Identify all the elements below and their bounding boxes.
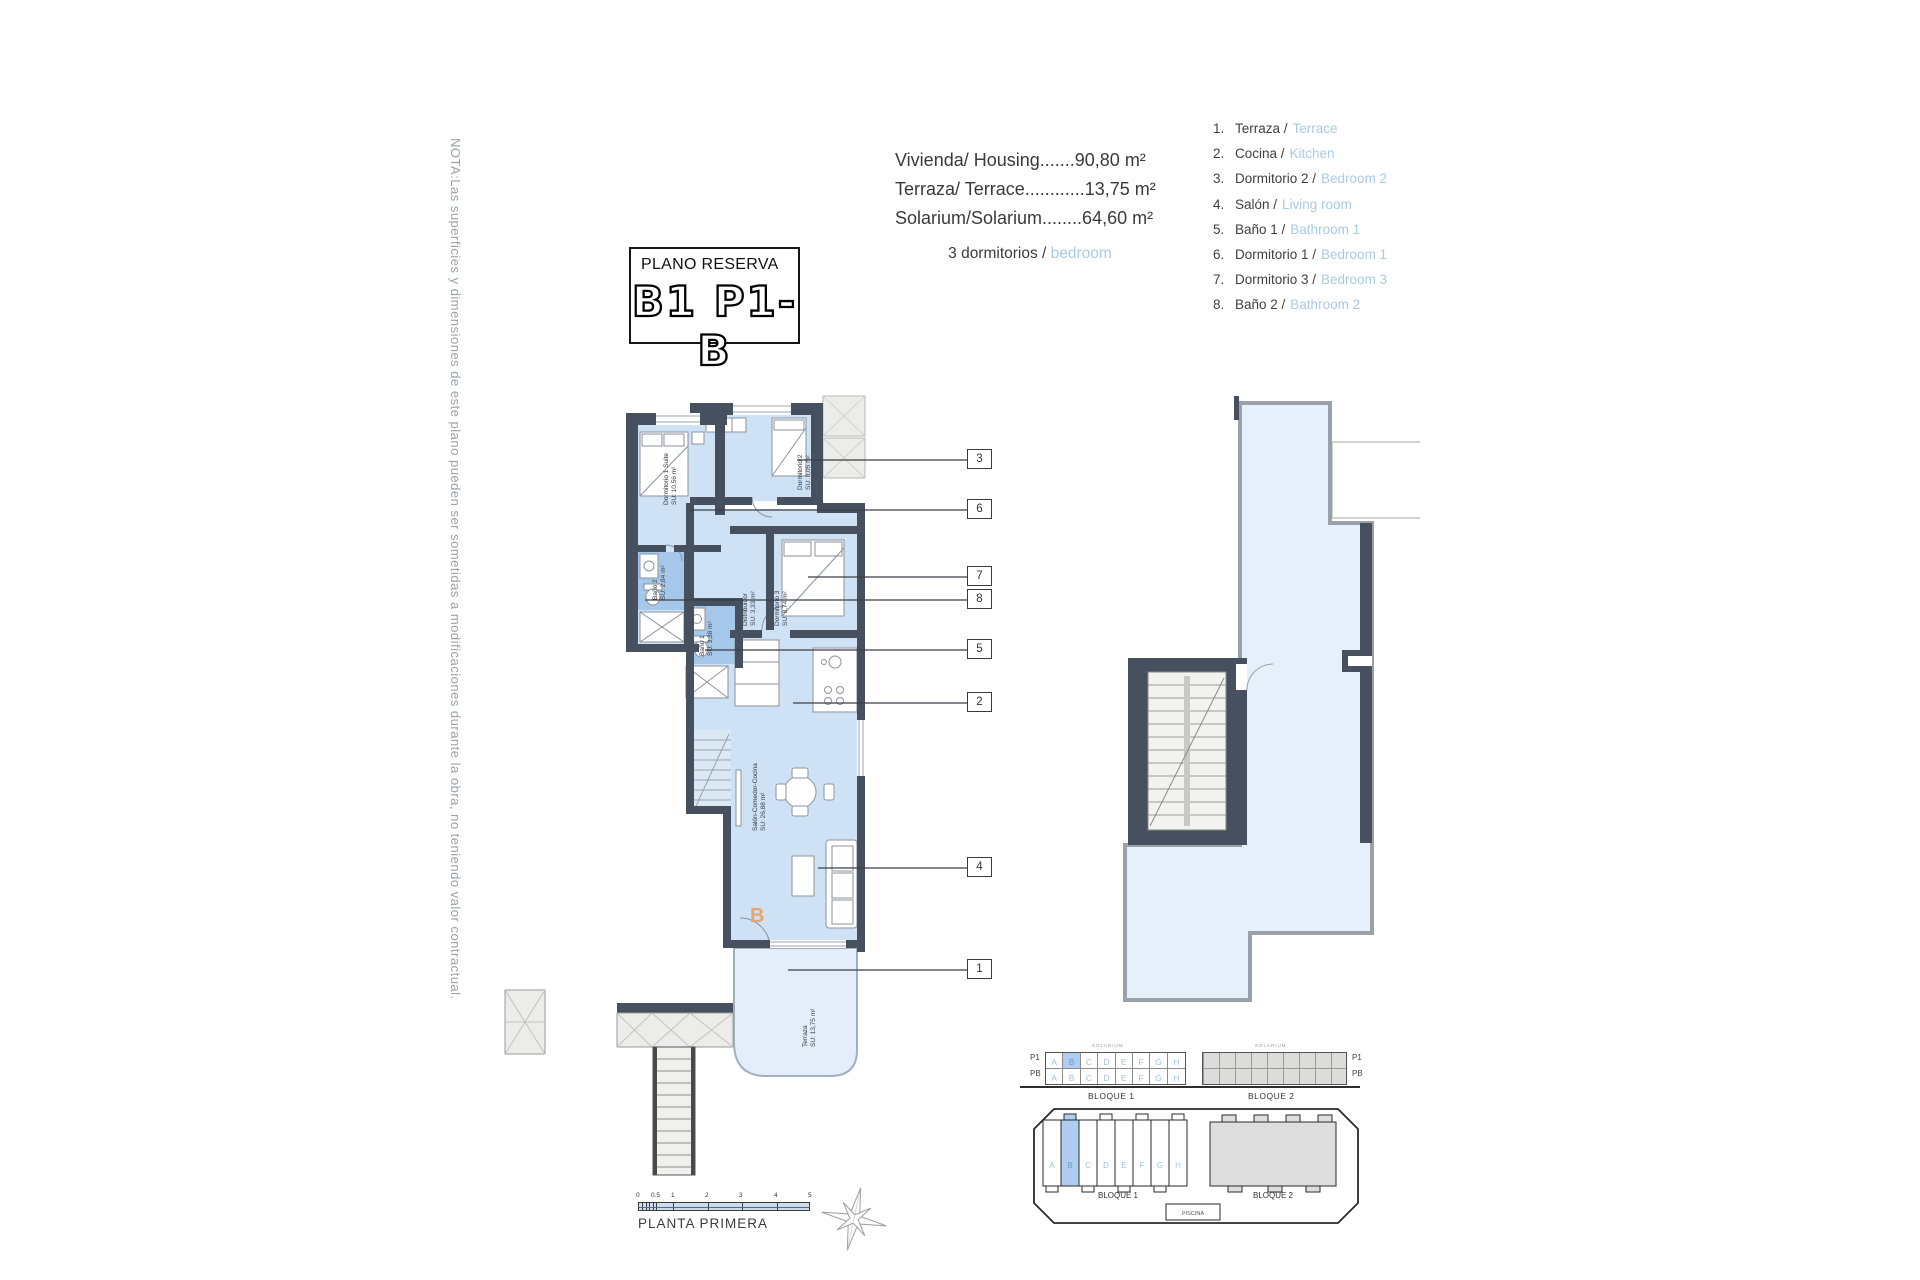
label-bano-1: Baño 1 SU: 3,38 m² <box>699 621 714 656</box>
area-solarium: Solarium/Solarium........64,60 m² <box>895 208 1154 228</box>
grid-baseline <box>1020 1086 1360 1088</box>
solarium-mini-label: SOLARIUM <box>1092 1043 1124 1048</box>
svg-text:E: E <box>1121 1161 1127 1170</box>
svg-text:G: G <box>1156 1161 1164 1170</box>
gallery-boxes <box>823 396 865 478</box>
block-key <box>1020 1040 1365 1250</box>
legend-item: 1. Terraza / Terrace <box>1213 121 1338 136</box>
compass-rose-icon <box>818 1186 890 1252</box>
callout-2: 2 <box>967 692 992 712</box>
reserve-plan-title: PLANO RESERVA <box>641 256 779 273</box>
bedrooms-line: 3 dormitorios / bedroom <box>948 245 1112 262</box>
bloque1-units <box>1043 1114 1187 1192</box>
bloque1-grid <box>1045 1052 1186 1085</box>
svg-text:B: B <box>1067 1161 1073 1170</box>
site-plan <box>1030 1106 1362 1232</box>
grid-cell-p1-d: D <box>1098 1053 1115 1069</box>
svg-text:PISCINA: PISCINA <box>1181 1211 1205 1217</box>
label-terraza: Terraza SU: 13,75 m² <box>802 1008 817 1047</box>
solarium-right-wall <box>1360 523 1372 843</box>
callout-1: 1 <box>967 959 992 979</box>
grid-cell-pb-g: G <box>1150 1069 1167 1085</box>
site-bloque1-label: BLOQUE 1 <box>1097 1191 1139 1200</box>
label-distribuidor: Distribuidor SU: 3,33 m² <box>742 591 757 626</box>
neighbour-outline <box>1332 442 1420 518</box>
grid-cell-p1-f: F <box>1133 1053 1150 1069</box>
legend-item: 5. Baño 1 / Bathroom 1 <box>1213 221 1361 237</box>
grid-cell-p1-c: C <box>1081 1053 1098 1069</box>
grid-cell-p1-a: A <box>1046 1053 1063 1069</box>
site-bloque2-label: BLOQUE 2 <box>1252 1191 1294 1200</box>
entrance-letter: B <box>750 905 765 927</box>
svg-text:F: F <box>1139 1161 1145 1170</box>
apartment-floorplan <box>490 300 1010 1215</box>
label-bano-2: Baño 2 SU: 2,84 m² <box>652 565 667 600</box>
solarium-mini-label-2: SOLARIUM <box>1255 1043 1287 1048</box>
disclaimer-note: NOTA:Las superficies y dimensiones de este plano pueden ser sometidas a modificaciones durante la obra, no teniendo valor contractual. <box>448 138 463 1000</box>
legend-item: 4. Salón / Living room <box>1213 196 1352 212</box>
piscina <box>1166 1204 1220 1220</box>
grid-cell-p1-e: E <box>1116 1053 1133 1069</box>
legend-item: 6. Dormitorio 1 / Bedroom 1 <box>1213 246 1388 262</box>
grid-cell-p1-b-highlighted: B <box>1063 1053 1080 1069</box>
svg-text:C: C <box>1085 1161 1091 1170</box>
legend-item: 7. Dormitorio 3 / Bedroom 3 <box>1213 272 1388 288</box>
solarium-floorplan <box>1100 380 1420 1020</box>
grid-cell-p1-g: G <box>1150 1053 1167 1069</box>
pb-label-left: PB <box>1030 1069 1041 1078</box>
callout-3: 3 <box>967 449 992 469</box>
grid-cell-pb-h: H <box>1173 1073 1180 1083</box>
grid-cell-pb-e: E <box>1116 1069 1133 1085</box>
callout-8: 8 <box>967 589 992 609</box>
p1-label-right: P1 <box>1352 1053 1362 1062</box>
grid-cell-pb-d: D <box>1098 1069 1115 1085</box>
svg-text:D: D <box>1103 1161 1109 1170</box>
label-salon: Salón-Comedor-Cocina SU: 26,88 m² <box>752 763 767 831</box>
area-housing: Vivienda/ Housing.......90,80 m² <box>895 150 1146 170</box>
room-legend <box>1213 121 1387 323</box>
scale-bar: 0 0.5 1 2 3 4 5 PLANTA PRIMERA <box>636 1192 812 1231</box>
callout-7: 7 <box>967 566 992 586</box>
exterior-stairs <box>505 990 733 1175</box>
plan-caption: PLANTA PRIMERA <box>638 1216 769 1231</box>
p1-label-left: P1 <box>1030 1053 1040 1062</box>
callout-5: 5 <box>967 639 992 659</box>
area-terrace: Terraza/ Terrace............13,75 m² <box>895 179 1156 199</box>
preinstall-notch <box>1342 650 1372 672</box>
grid-cell-p1-h: H <box>1168 1053 1185 1069</box>
scale-bar-rule <box>638 1202 810 1211</box>
label-dormitorio-3: Dormitorio 3 SU: 8,74 m² <box>774 590 789 626</box>
legend-item: 8. Baño 2 / Bathroom 2 <box>1213 297 1361 313</box>
unit-code: B1 P1-B <box>631 277 798 375</box>
bloque1-label: BLOQUE 1 <box>1088 1091 1135 1101</box>
svg-text:H: H <box>1175 1161 1181 1170</box>
legend-item: 2. Cocina / Kitchen <box>1213 146 1335 162</box>
grid-cell-pb-f: F <box>1133 1069 1150 1085</box>
callout-6: 6 <box>967 499 992 519</box>
grid-cell-pb-a: A <box>1046 1069 1063 1085</box>
grid-cell-pb-c: C <box>1081 1069 1098 1085</box>
bloque2-mass <box>1210 1115 1336 1192</box>
callout-4: 4 <box>967 857 992 877</box>
area-summary <box>895 146 1165 233</box>
label-dormitorio-2: Dormitorio 2 SU: 8,05 m² <box>797 454 812 490</box>
grid-cell-pb-b: B <box>1063 1069 1080 1085</box>
bloque2-grid <box>1202 1052 1347 1085</box>
svg-text:A: A <box>1049 1161 1055 1170</box>
pb-label-right: PB <box>1352 1069 1363 1078</box>
bloque2-label: BLOQUE 2 <box>1248 1091 1295 1101</box>
legend-item: 3. Dormitorio 2 / Bedroom 2 <box>1213 171 1388 187</box>
label-dormitorio-1: Dormitorio 1 Suite SU: 10,56 m² <box>663 452 678 505</box>
